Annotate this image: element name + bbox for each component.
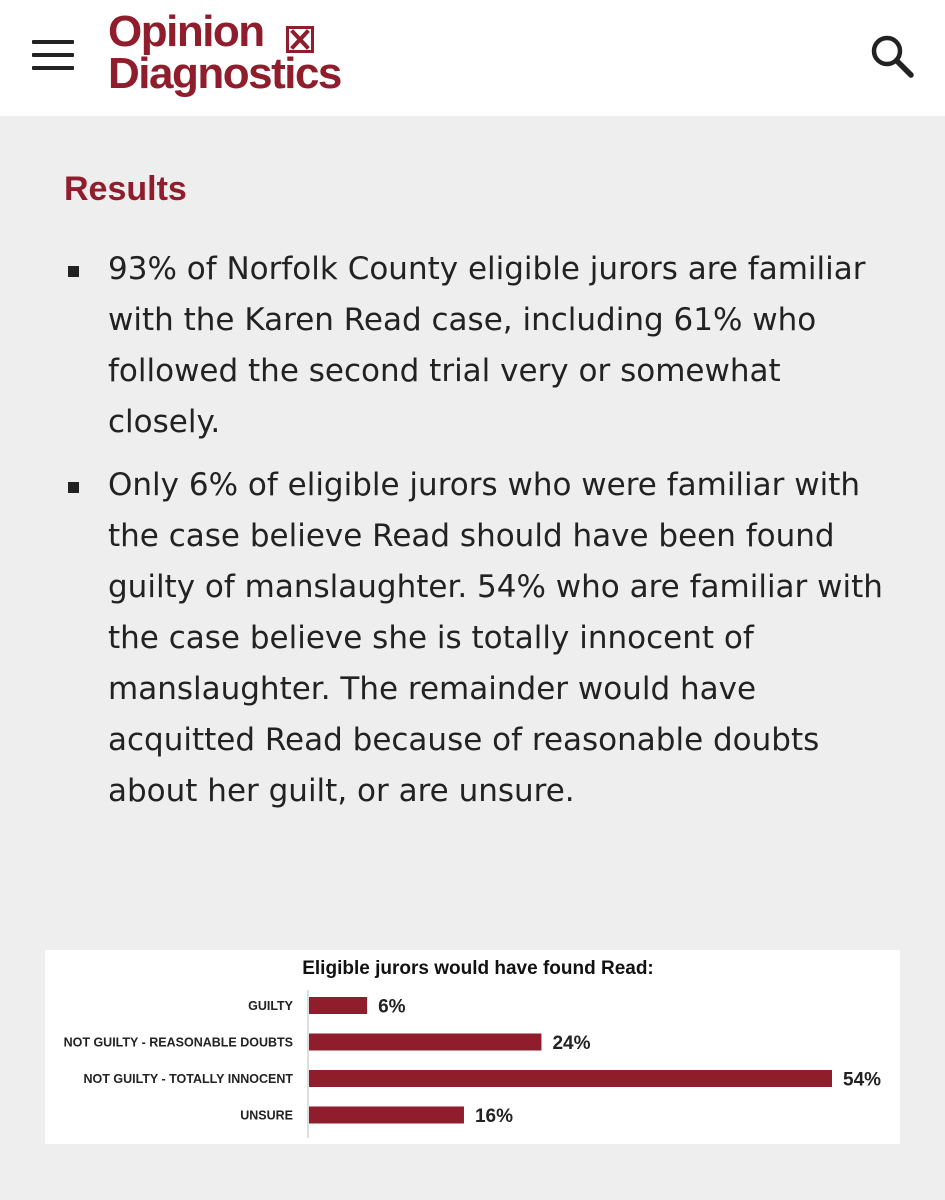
verdict-chart bbox=[45, 950, 900, 1144]
hamburger-menu-icon[interactable] bbox=[32, 40, 74, 70]
bar bbox=[309, 1034, 541, 1051]
value-label: 16% bbox=[474, 1106, 513, 1127]
square-bullet-icon bbox=[68, 482, 79, 493]
results-bullet-item bbox=[66, 244, 886, 448]
results-list bbox=[66, 244, 886, 829]
category-label: GUILTY bbox=[248, 999, 293, 1013]
chart-title: Eligible jurors would have found Read: bbox=[302, 958, 654, 979]
site-header bbox=[0, 0, 945, 116]
verdict-bar-chart bbox=[45, 950, 900, 1144]
results-bullet-item bbox=[66, 460, 886, 817]
category-label: NOT GUILTY - REASONABLE DOUBTS bbox=[63, 1035, 293, 1050]
category-label: NOT GUILTY - TOTALLY INNOCENT bbox=[83, 1072, 293, 1086]
square-bullet-icon bbox=[68, 266, 79, 277]
bar bbox=[309, 1070, 832, 1087]
bullet-text: Only 6% of eligible jurors who were familiar with the case believe Read should have been found guilty of manslaughter. 54% who are familiar with the case believe she is totally innocent of manslaughter. The remainder would have acquitted Read because of reasonable doubts about her guilt, or are unsure. bbox=[108, 467, 883, 809]
search-icon[interactable] bbox=[868, 32, 916, 80]
value-label: 24% bbox=[552, 1033, 591, 1054]
value-label: 6% bbox=[378, 996, 406, 1018]
bullet-text: 93% of Norfolk County eligible jurors are familiar with the Karen Read case, including 61% who followed the second trial very or somewhat closely. bbox=[108, 251, 866, 440]
category-label: UNSURE bbox=[240, 1108, 293, 1123]
logo-text-line1: Opinion bbox=[108, 7, 264, 56]
value-label: 54% bbox=[843, 1069, 882, 1091]
results-heading: Results bbox=[64, 170, 187, 208]
logo-text-line2: Diagnostics bbox=[108, 49, 341, 98]
bar bbox=[309, 1107, 464, 1124]
bar bbox=[309, 997, 367, 1014]
